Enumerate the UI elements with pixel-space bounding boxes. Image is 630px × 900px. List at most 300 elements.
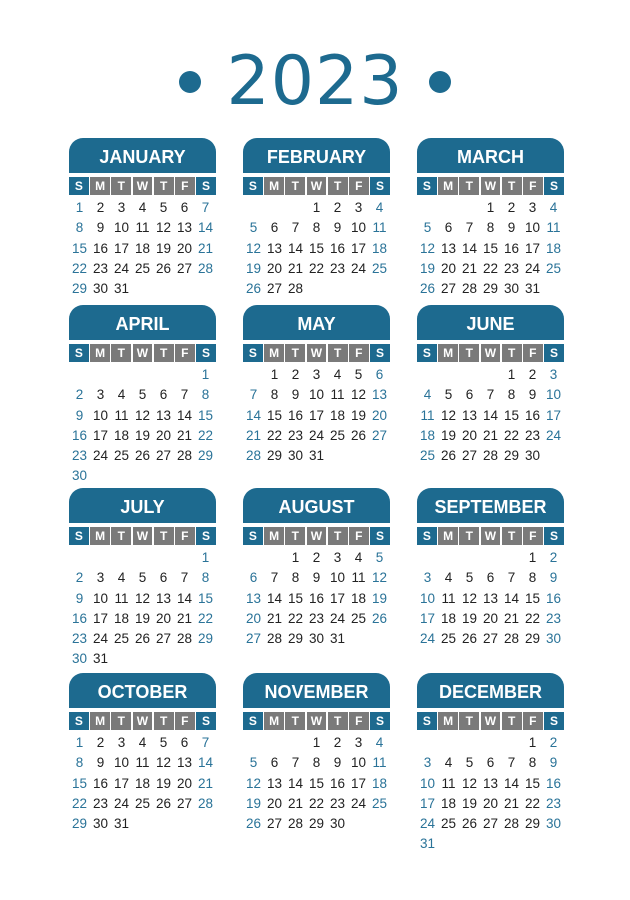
day-cell: 28 (197, 795, 214, 811)
day-cell: 16 (92, 775, 109, 791)
month-header: APRIL (69, 305, 216, 340)
day-cell: 31 (524, 281, 541, 297)
day-cell: 6 (159, 387, 168, 403)
day-cell: 21 (287, 260, 304, 276)
weekday-label: T (459, 177, 479, 195)
day-cell: 17 (113, 240, 130, 256)
day-cell: 6 (270, 755, 279, 771)
day-cell: 27 (371, 427, 388, 443)
day-cell: 9 (528, 387, 537, 403)
day-cell: 18 (134, 240, 151, 256)
day-cell: 1 (486, 200, 495, 215)
empty-day-cell (480, 365, 501, 385)
weekday-label: F (523, 344, 543, 362)
day-cell: 1 (507, 367, 516, 382)
empty-day-cell (438, 198, 459, 218)
day-cell: 23 (92, 260, 109, 276)
day-grid (417, 548, 564, 649)
weekday-label: T (502, 344, 522, 362)
day-cell: 29 (71, 281, 88, 297)
day-cell: 18 (440, 795, 457, 811)
weekday-row (417, 712, 564, 730)
empty-day-cell (132, 548, 153, 568)
day-cell: 1 (75, 200, 84, 215)
day-cell: 29 (287, 631, 304, 647)
day-cell: 25 (440, 816, 457, 832)
day-cell: 6 (270, 220, 279, 236)
day-cell: 4 (444, 755, 453, 771)
day-cell: 6 (465, 387, 474, 403)
day-cell: 7 (507, 570, 516, 586)
day-cell: 1 (201, 550, 210, 565)
weekday-row (69, 712, 216, 730)
day-cell: 29 (71, 816, 88, 832)
empty-day-cell (243, 548, 264, 568)
day-cell: 22 (524, 795, 541, 811)
day-cell: 15 (503, 407, 520, 423)
day-cell: 11 (441, 775, 456, 791)
weekday-label: W (133, 527, 153, 545)
day-cell: 1 (75, 735, 84, 750)
day-cell: 20 (155, 610, 172, 626)
day-cell: 8 (270, 387, 279, 403)
weekday-row (243, 177, 390, 195)
day-cell: 11 (546, 220, 561, 236)
weekday-label: M (90, 344, 110, 362)
weekday-label: S (69, 177, 89, 195)
day-cell: 26 (350, 427, 367, 443)
day-cell: 4 (117, 570, 126, 586)
day-cell: 6 (444, 220, 453, 236)
day-cell: 10 (92, 590, 109, 606)
day-cell: 9 (96, 220, 105, 236)
day-cell: 7 (201, 200, 210, 215)
day-cell: 10 (350, 220, 367, 236)
day-cell: 15 (266, 407, 283, 423)
day-cell: 16 (545, 775, 562, 791)
month-june (417, 305, 564, 466)
day-cell: 2 (75, 570, 84, 586)
day-cell: 24 (545, 427, 562, 443)
weekday-label: S (544, 527, 564, 545)
day-cell: 2 (291, 367, 300, 382)
day-cell: 30 (287, 448, 304, 464)
day-cell: 4 (354, 550, 363, 565)
day-cell: 1 (291, 550, 300, 565)
weekday-label: T (111, 344, 131, 362)
weekday-label: S (370, 527, 390, 545)
day-cell: 23 (329, 260, 346, 276)
month-header: SEPTEMBER (417, 488, 564, 523)
day-cell: 31 (329, 631, 346, 647)
day-cell: 10 (113, 220, 130, 236)
day-cell: 30 (545, 816, 562, 832)
day-cell: 19 (440, 427, 457, 443)
day-cell: 27 (266, 816, 283, 832)
day-grid (417, 198, 564, 299)
day-cell: 10 (524, 220, 541, 236)
day-cell: 22 (503, 427, 520, 443)
weekday-label: F (523, 527, 543, 545)
weekday-label: S (370, 712, 390, 730)
day-cell: 25 (329, 427, 346, 443)
day-cell: 21 (287, 795, 304, 811)
empty-day-cell (111, 365, 132, 385)
day-cell: 28 (287, 816, 304, 832)
day-cell: 19 (350, 407, 367, 423)
day-cell: 25 (440, 631, 457, 647)
day-cell: 23 (308, 610, 325, 626)
empty-day-cell (243, 198, 264, 218)
weekday-row (417, 344, 564, 362)
day-cell: 12 (155, 755, 172, 771)
day-cell: 2 (528, 367, 537, 382)
day-cell: 10 (419, 590, 436, 606)
day-grid (69, 365, 216, 487)
day-cell: 15 (287, 590, 304, 606)
day-cell: 22 (197, 610, 214, 626)
empty-day-cell (153, 548, 174, 568)
day-cell: 20 (371, 407, 388, 423)
day-cell: 10 (92, 407, 109, 423)
day-cell: 16 (92, 240, 109, 256)
day-cell: 4 (333, 367, 342, 382)
day-cell: 31 (92, 651, 109, 667)
day-cell: 31 (308, 448, 325, 464)
empty-day-cell (459, 198, 480, 218)
day-cell: 26 (245, 816, 262, 832)
weekday-label: S (243, 177, 263, 195)
day-cell: 13 (461, 407, 478, 423)
day-cell: 15 (71, 775, 88, 791)
empty-day-cell (285, 733, 306, 753)
month-march (417, 138, 564, 299)
day-cell: 29 (482, 281, 499, 297)
day-cell: 15 (197, 590, 214, 606)
day-cell: 28 (287, 281, 304, 297)
day-cell: 6 (180, 200, 189, 215)
day-cell: 8 (75, 220, 84, 236)
weekday-label: S (417, 177, 437, 195)
day-cell: 4 (375, 200, 384, 215)
weekday-label: F (349, 177, 369, 195)
day-cell: 12 (134, 407, 151, 423)
day-cell: 10 (329, 570, 346, 586)
day-cell: 16 (545, 590, 562, 606)
day-cell: 13 (440, 240, 457, 256)
day-cell: 9 (75, 407, 84, 423)
day-cell: 30 (524, 448, 541, 464)
day-cell: 21 (197, 240, 214, 256)
day-cell: 2 (96, 200, 105, 215)
day-cell: 24 (350, 260, 367, 276)
day-cell: 21 (503, 795, 520, 811)
weekday-label: S (69, 344, 89, 362)
day-cell: 12 (350, 387, 367, 403)
weekday-label: T (328, 177, 348, 195)
day-cell: 14 (287, 775, 304, 791)
empty-day-cell (480, 548, 501, 568)
day-cell: 7 (201, 735, 210, 750)
empty-day-cell (243, 733, 264, 753)
day-cell: 2 (549, 735, 558, 750)
month-header: NOVEMBER (243, 673, 390, 708)
day-cell: 6 (486, 755, 495, 771)
day-cell: 17 (419, 795, 436, 811)
day-cell: 3 (528, 200, 537, 215)
day-cell: 14 (176, 407, 193, 423)
weekday-label: W (133, 712, 153, 730)
weekday-label: F (175, 177, 195, 195)
day-cell: 21 (461, 260, 478, 276)
day-cell: 16 (308, 590, 325, 606)
day-cell: 17 (524, 240, 541, 256)
day-grid (243, 733, 390, 834)
day-grid (69, 548, 216, 670)
weekday-label: S (417, 712, 437, 730)
day-cell: 14 (461, 240, 478, 256)
day-cell: 28 (176, 448, 193, 464)
weekday-label: T (154, 712, 174, 730)
day-cell: 23 (71, 448, 88, 464)
day-cell: 30 (92, 816, 109, 832)
day-cell: 13 (371, 387, 388, 403)
weekday-label: T (285, 712, 305, 730)
day-cell: 19 (461, 610, 478, 626)
day-cell: 29 (524, 816, 541, 832)
day-cell: 28 (503, 631, 520, 647)
day-cell: 8 (75, 755, 84, 771)
day-cell: 8 (528, 755, 537, 771)
year-title: 2023 (226, 42, 404, 121)
day-grid (243, 365, 390, 466)
weekday-label: W (307, 527, 327, 545)
day-cell: 17 (92, 427, 109, 443)
month-july (69, 488, 216, 670)
day-cell: 29 (197, 448, 214, 464)
day-cell: 14 (197, 755, 214, 771)
day-cell: 1 (528, 550, 537, 565)
day-cell: 16 (329, 775, 346, 791)
month-header: JULY (69, 488, 216, 523)
day-cell: 29 (266, 448, 283, 464)
day-grid (417, 733, 564, 855)
day-cell: 24 (419, 631, 436, 647)
day-cell: 30 (503, 281, 520, 297)
empty-day-cell (174, 365, 195, 385)
day-cell: 18 (419, 427, 436, 443)
day-cell: 9 (75, 590, 84, 606)
day-cell: 13 (155, 590, 172, 606)
day-cell: 5 (138, 387, 147, 403)
weekday-row (243, 712, 390, 730)
day-grid (417, 365, 564, 466)
day-cell: 26 (371, 610, 388, 626)
weekday-label: S (196, 344, 216, 362)
day-cell: 14 (176, 590, 193, 606)
weekday-label: F (175, 527, 195, 545)
day-cell: 18 (350, 590, 367, 606)
day-cell: 27 (176, 260, 193, 276)
day-cell: 27 (482, 816, 499, 832)
weekday-label: M (90, 527, 110, 545)
day-cell: 14 (287, 240, 304, 256)
day-cell: 29 (524, 631, 541, 647)
weekday-label: F (349, 527, 369, 545)
day-cell: 28 (266, 631, 283, 647)
day-cell: 2 (333, 735, 342, 750)
empty-day-cell (285, 198, 306, 218)
weekday-label: S (370, 344, 390, 362)
weekday-label: F (523, 712, 543, 730)
day-cell: 21 (176, 610, 193, 626)
day-cell: 20 (266, 260, 283, 276)
empty-day-cell (417, 365, 438, 385)
day-cell: 4 (549, 200, 558, 215)
empty-day-cell (438, 365, 459, 385)
weekday-label: T (154, 177, 174, 195)
weekday-label: S (544, 712, 564, 730)
day-cell: 8 (528, 570, 537, 586)
day-cell: 8 (486, 220, 495, 236)
weekday-label: F (349, 344, 369, 362)
day-cell: 21 (266, 610, 283, 626)
day-cell: 27 (155, 631, 172, 647)
day-cell: 6 (159, 570, 168, 586)
day-cell: 6 (486, 570, 495, 586)
day-cell: 16 (71, 427, 88, 443)
day-cell: 31 (113, 281, 130, 297)
day-cell: 3 (96, 387, 105, 403)
day-cell: 10 (113, 755, 130, 771)
empty-day-cell (174, 548, 195, 568)
day-cell: 22 (524, 610, 541, 626)
day-cell: 25 (545, 260, 562, 276)
day-cell: 14 (503, 590, 520, 606)
weekday-label: T (502, 177, 522, 195)
day-cell: 23 (329, 795, 346, 811)
weekday-label: T (502, 527, 522, 545)
day-cell: 21 (176, 427, 193, 443)
day-cell: 17 (308, 407, 325, 423)
day-cell: 9 (96, 755, 105, 771)
weekday-label: T (111, 712, 131, 730)
empty-day-cell (264, 548, 285, 568)
day-cell: 20 (482, 795, 499, 811)
month-september (417, 488, 564, 649)
day-cell: 2 (333, 200, 342, 215)
day-cell: 12 (419, 240, 436, 256)
weekday-label: M (438, 344, 458, 362)
day-cell: 11 (135, 755, 150, 771)
day-cell: 5 (444, 387, 453, 403)
day-cell: 11 (372, 755, 387, 771)
day-grid (243, 198, 390, 299)
day-cell: 18 (440, 610, 457, 626)
day-cell: 19 (419, 260, 436, 276)
day-cell: 7 (507, 755, 516, 771)
month-august (243, 488, 390, 649)
month-february (243, 138, 390, 299)
day-cell: 16 (287, 407, 304, 423)
day-cell: 9 (333, 755, 342, 771)
weekday-label: T (285, 527, 305, 545)
day-cell: 15 (308, 240, 325, 256)
day-cell: 4 (444, 570, 453, 586)
day-cell: 13 (482, 775, 499, 791)
day-cell: 29 (308, 816, 325, 832)
weekday-label: M (264, 177, 284, 195)
day-cell: 18 (113, 427, 130, 443)
day-cell: 8 (291, 570, 300, 586)
weekday-label: W (307, 712, 327, 730)
weekday-label: T (328, 527, 348, 545)
day-cell: 9 (312, 570, 321, 586)
day-cell: 23 (545, 795, 562, 811)
weekday-label: S (196, 712, 216, 730)
weekday-label: T (459, 712, 479, 730)
empty-day-cell (90, 365, 111, 385)
day-cell: 24 (419, 816, 436, 832)
day-cell: 2 (549, 550, 558, 565)
weekday-label: T (111, 177, 131, 195)
day-cell: 11 (351, 570, 366, 586)
day-cell: 9 (549, 570, 558, 586)
weekday-label: M (264, 712, 284, 730)
day-cell: 30 (92, 281, 109, 297)
day-cell: 25 (419, 448, 436, 464)
day-cell: 20 (245, 610, 262, 626)
day-cell: 27 (176, 795, 193, 811)
day-cell: 20 (176, 775, 193, 791)
day-cell: 26 (134, 631, 151, 647)
day-cell: 12 (371, 570, 388, 586)
weekday-label: S (69, 527, 89, 545)
weekday-label: F (175, 712, 195, 730)
day-cell: 21 (482, 427, 499, 443)
day-cell: 12 (461, 775, 478, 791)
empty-day-cell (243, 365, 264, 385)
day-cell: 25 (371, 795, 388, 811)
day-cell: 24 (92, 631, 109, 647)
empty-day-cell (417, 198, 438, 218)
day-cell: 20 (461, 427, 478, 443)
day-cell: 3 (423, 755, 432, 771)
day-cell: 17 (545, 407, 562, 423)
day-cell: 7 (270, 570, 279, 586)
day-cell: 3 (549, 367, 558, 382)
day-cell: 18 (134, 775, 151, 791)
day-cell: 4 (138, 200, 147, 215)
day-cell: 15 (71, 240, 88, 256)
day-cell: 19 (245, 260, 262, 276)
weekday-label: S (544, 177, 564, 195)
day-cell: 2 (507, 200, 516, 215)
weekday-label: M (438, 712, 458, 730)
day-cell: 27 (461, 448, 478, 464)
weekday-row (243, 527, 390, 545)
day-cell: 30 (329, 816, 346, 832)
day-cell: 23 (545, 610, 562, 626)
day-cell: 30 (71, 468, 88, 484)
day-cell: 3 (423, 570, 432, 586)
month-january (69, 138, 216, 299)
day-cell: 11 (330, 387, 345, 403)
day-cell: 2 (75, 387, 84, 403)
day-cell: 11 (420, 407, 435, 423)
day-cell: 14 (266, 590, 283, 606)
weekday-label: T (328, 344, 348, 362)
